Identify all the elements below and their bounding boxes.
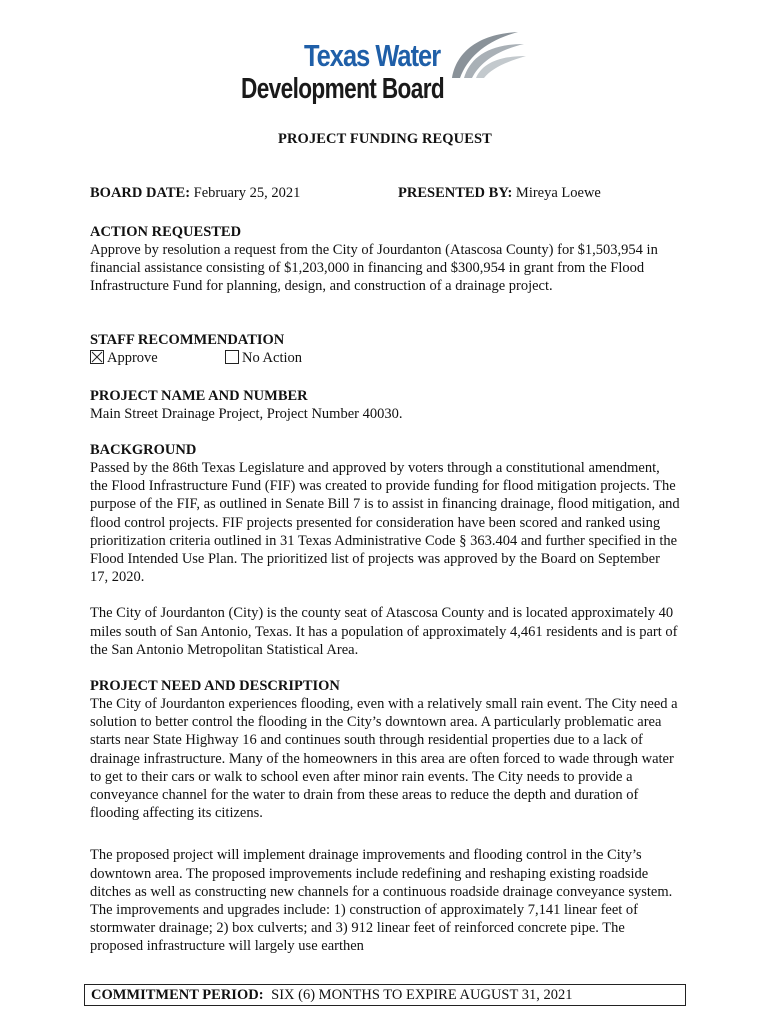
- background-paragraph-2: The City of Jourdanton (City) is the county seat of Atascosa County and is located approximately 40 miles south of San Antonio, Texas. It has a population of approximately 4,461 residents and is part of the San Antonio Metropolitan Statistical Area.: [90, 605, 678, 658]
- presented-by: [398, 185, 601, 202]
- presented-by-value: Mireya Loewe: [515, 185, 601, 201]
- board-date-value: February 25, 2021: [193, 185, 301, 201]
- background-heading: BACKGROUND: [90, 442, 197, 458]
- commitment-period-label: COMMITMENT PERIOD:: [91, 987, 264, 1003]
- project-name-section: [90, 387, 680, 423]
- approve-checkbox[interactable]: [90, 350, 104, 364]
- staff-recommendation-section: [90, 331, 680, 349]
- action-requested-section: [90, 223, 680, 296]
- project-name-text: Main Street Drainage Project, Project Number 40030.: [90, 406, 403, 422]
- presented-by-label: PRESENTED BY:: [398, 185, 513, 201]
- action-requested-heading: ACTION REQUESTED: [90, 224, 242, 240]
- project-name-heading: PROJECT NAME AND NUMBER: [90, 388, 308, 404]
- board-date: [90, 185, 300, 202]
- background-section: [90, 441, 680, 659]
- commitment-period-value: SIX (6) MONTHS TO EXPIRE AUGUST 31, 2021: [271, 987, 573, 1003]
- water-swoosh-icon: [446, 26, 526, 82]
- document-title: PROJECT FUNDING REQUEST: [278, 131, 492, 147]
- project-need-paragraph-2: The proposed project will implement drainage improvements and flooding control in the City’s downtown area. The proposed improvements include redefining and reshaping existing roadside ditches as well as constructing new channels for a continuous roadside drainage conveyance system. The improvements and upgrades include: 1) construction of approximately 7,141 linear feet of stormwater drainage; 2) box culverts; and 3) 912 linear feet of reinforced concrete pipe. The proposed infrastructure will largely use earthen: [90, 847, 673, 955]
- twdb-logo: [240, 26, 530, 108]
- project-need-section: [90, 677, 680, 956]
- board-date-label: BOARD DATE:: [90, 185, 191, 201]
- action-requested-text: Approve by resolution a request from the City of Jourdanton (Atascosa County) for $1,503,954 in financial assistance consisting of $1,203,000 in financing and $300,954 in grant from the Flood Infrastructure Fund for planning, design, and construction of a drainage project.: [90, 242, 658, 295]
- project-need-heading: PROJECT NEED AND DESCRIPTION: [90, 678, 340, 694]
- project-need-paragraph-1: The City of Jourdanton experiences flooding, even with a relatively small rain event. The City need a solution to better control the flooding in the City’s downtown area. A particularly problematic area starts near State Highway 16 and continues south through residential properties due to a lack of drainage infrastructure. Many of the homeowners in this area are often forced to wade through water to get to their cars or walk to school even after minor rain events. The City needs to provide a conveyance channel for the water to drain from these areas to reduce the depth and duration of flooding affecting its citizens.: [90, 696, 678, 822]
- no-action-label: No Action: [242, 350, 303, 366]
- no-action-checkbox[interactable]: [225, 350, 239, 364]
- approve-label: Approve: [107, 350, 158, 366]
- logo-text-line2: Development Board: [241, 73, 445, 105]
- recommendation-options: [90, 349, 302, 367]
- logo-text-line1: Texas Water: [304, 38, 441, 73]
- commitment-period-box: [84, 984, 686, 1006]
- checked-x-icon: [91, 351, 103, 363]
- staff-recommendation-heading: STAFF RECOMMENDATION: [90, 332, 285, 348]
- background-paragraph-1: Passed by the 86th Texas Legislature and approved by voters through a constitutional amendment, the Flood Infrastructure Fund (FIF) was created to provide funding for flood mitigation projects. The purpose of the FIF, as outlined in Senate Bill 7 is to assist in financing drainage, flood mitigation, and flood control projects. FIF projects presented for consideration have been scored and ranked using prioritization criteria outlined in 31 Texas Administrative Code § 363.404 and further specified in the Flood Intended Use Plan. The prioritized list of projects was approved by the Board on September 17, 2020.: [90, 460, 680, 586]
